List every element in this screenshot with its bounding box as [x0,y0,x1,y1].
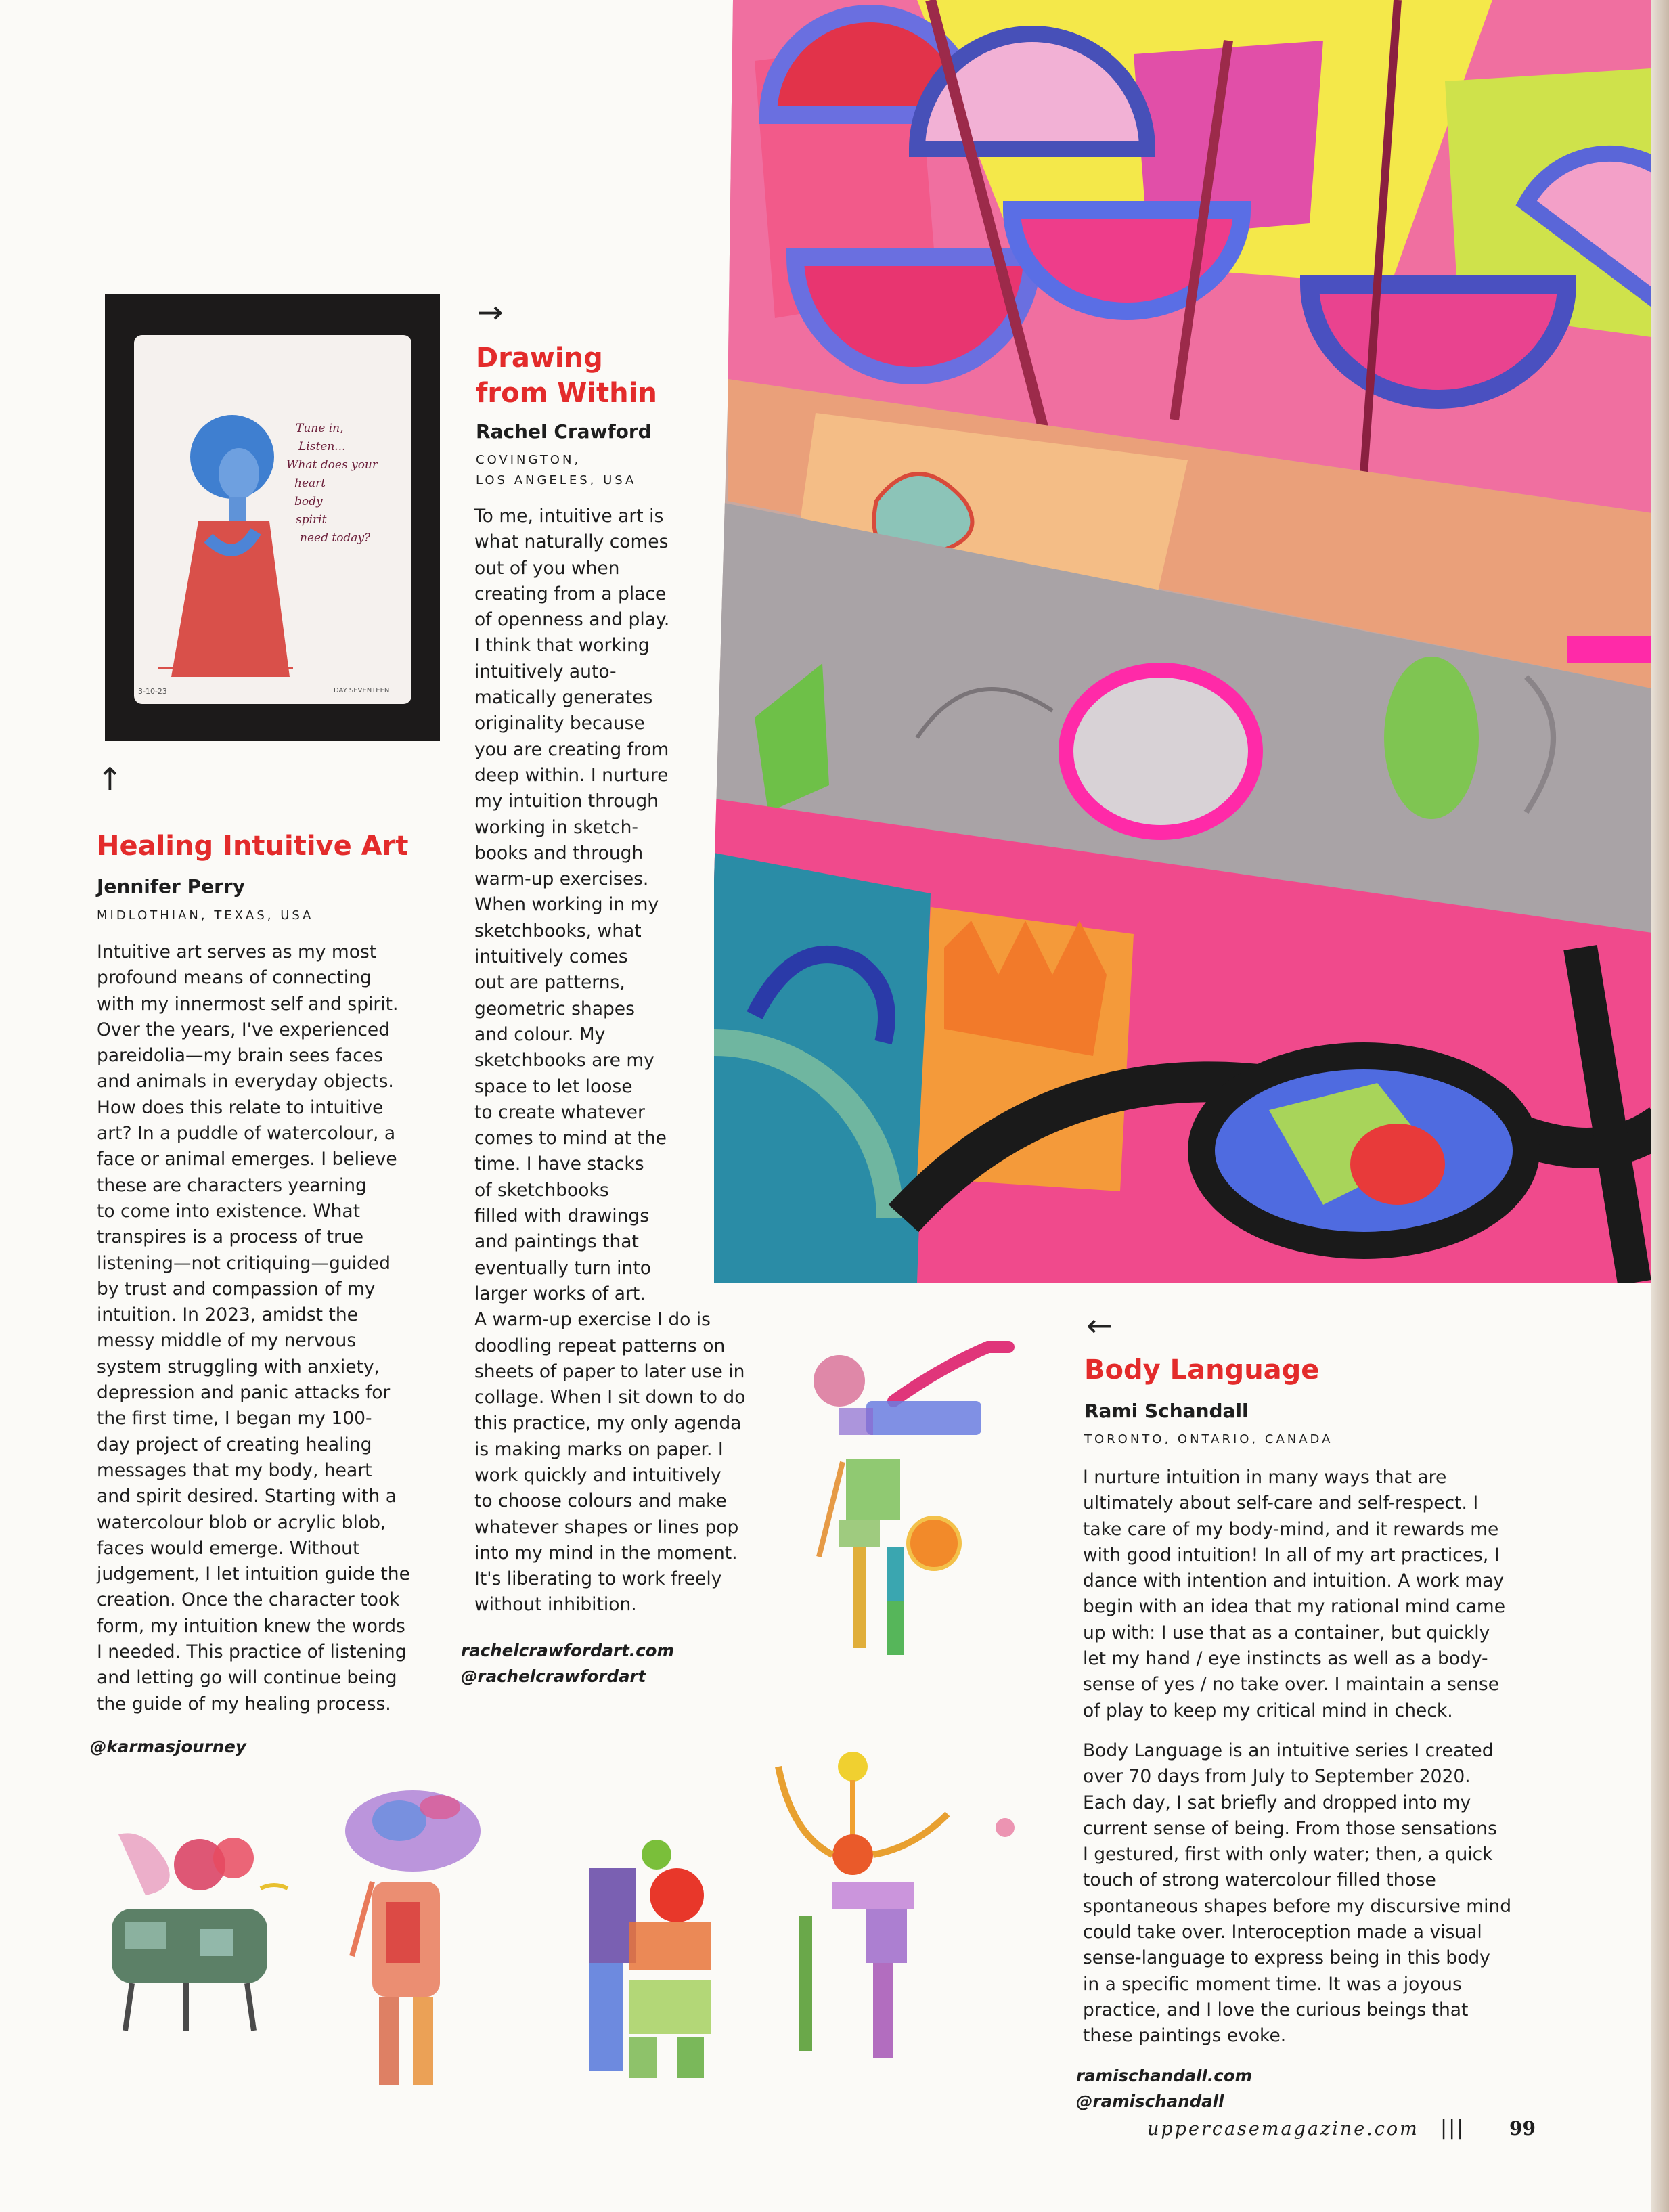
footer-site[interactable]: uppercasemagazine.com [1147,2119,1419,2140]
text-line: larger works of art. [474,1283,646,1304]
body-language-para2 [1083,1738,1557,2050]
healing-location: MIDLOTHIAN, TEXAS, USA [97,908,314,923]
drawing-website[interactable]: rachelcrawfordart.com [461,1641,674,1660]
body-language-handle[interactable]: @ramischandall [1076,2092,1224,2111]
drawing-body [474,504,799,1618]
card-line: body [294,495,323,508]
text-line: up with: I use that as a container, but quickly [1083,1622,1490,1643]
text-line: sense of yes / no take over. I maintain a sense [1083,1674,1500,1696]
text-line: messages that my body, heart [97,1459,372,1481]
text-line: creating from a place [474,583,667,604]
drawing-heading [476,340,657,411]
healing-heading: Healing Intuitive Art [97,831,409,862]
text-line: into my mind in the moment. [474,1542,738,1564]
card-date: 3-10-23 [138,687,167,696]
text-line: To me, intuitive art is [474,506,664,527]
text-line: sheets of paper to later use in [474,1361,745,1382]
text-line: these paintings evoke. [1083,2025,1287,2047]
drawing-location-line: COVINGTON, [476,453,581,467]
text-line: let my hand / eye instincts as well as a body- [1083,1648,1488,1670]
text-line: Intuitive art serves as my most [97,942,377,963]
text-line: work quickly and intuitively [474,1464,721,1486]
text-line: When working in my [474,894,659,916]
text-line: form, my intuition knew the words [97,1615,405,1637]
text-line: and animals in everyday objects. [97,1071,394,1092]
text-line: art? In a puddle of watercolour, a [97,1123,396,1145]
text-line: sense-language to express being in this body [1083,1947,1490,1969]
text-line: this practice, my only agenda [474,1413,742,1434]
text-line: Body Language is an intuitive series I created [1083,1740,1494,1761]
text-line: the first time, I began my 100- [97,1408,372,1430]
page-number: 99 [1509,2117,1536,2140]
text-line: I think that working [474,635,650,657]
drawing-heading-line: Drawing [476,342,603,374]
text-line: comes to mind at the [474,1128,667,1149]
text-line: by trust and compassion of my [97,1278,376,1300]
body-language-heading: Body Language [1084,1354,1320,1386]
left-arrow-icon: ← [1086,1307,1113,1344]
text-line: out of you when [474,557,620,579]
text-line: geometric shapes [474,998,635,1019]
healing-card-photo [105,294,440,741]
text-line: It's liberating to work freely [474,1568,722,1590]
text-line: with my innermost self and spirit. [97,993,399,1015]
card-line: Listen... [298,440,346,454]
text-line: with good intuition! In all of my art practices, I [1083,1544,1500,1566]
text-line: is making marks on paper. I [474,1438,724,1460]
text-line: intuition. In 2023, amidst the [97,1304,358,1326]
right-arrow-icon: → [477,294,504,330]
text-line: working in sketch- [474,816,638,838]
text-line: filled with drawings [474,1205,650,1227]
text-line: day project of creating healing [97,1434,372,1455]
card-line: heart [294,477,326,490]
text-line: sketchbooks are my [474,1050,654,1071]
text-line: practice, and I love the curious beings that [1083,1999,1469,2020]
text-line: to come into existence. What [97,1200,361,1222]
card-line: What does your [286,458,378,472]
card-line: need today? [300,531,371,545]
text-line: of play to keep my critical mind in check. [1083,1700,1453,1721]
footer-separator: ||| [1440,2116,1465,2140]
up-arrow-icon: ↑ [97,761,123,797]
text-line: I gestured, first with only water; then, a quick [1083,1844,1493,1865]
text-line: eventually turn into [474,1257,651,1279]
drawing-author: Rachel Crawford [476,420,652,443]
text-line: messy middle of my nervous [97,1330,357,1352]
text-line: depression and panic attacks for [97,1382,391,1404]
figure-blocks-painting [575,1834,738,2092]
healing-body [97,939,428,1717]
text-line: transpires is a process of true [97,1226,364,1248]
text-line: judgement, I let intuition guide the [97,1564,410,1585]
drawing-location-line: LOS ANGELES, USA [476,473,637,487]
text-line: these are characters yearning [97,1174,367,1196]
text-line: collage. When I sit down to do [474,1387,746,1409]
text-line: I nurture intuition in many ways that are [1083,1467,1447,1488]
text-line: begin with an idea that my rational mind came [1083,1596,1506,1618]
text-line: Each day, I sat briefly and dropped into my [1083,1792,1471,1813]
text-line: creation. Once the character took [97,1589,400,1611]
figure-cloud-painting [338,1780,501,2092]
card-line: spirit [296,513,327,527]
sketchbooks-photo [714,0,1662,1283]
text-line: faces would emerge. Without [97,1537,360,1559]
figure-table-painting [105,1794,294,2037]
text-line: intuitively comes [474,946,628,968]
text-line: the guide of my healing process. [97,1693,391,1715]
body-language-website[interactable]: ramischandall.com [1076,2066,1253,2085]
text-line: How does this relate to intuitive [97,1097,384,1118]
text-line: pareidolia—my brain sees faces [97,1045,383,1067]
text-line: touch of strong watercolour filled those [1083,1870,1436,1891]
text-line: I needed. This practice of listening [97,1641,407,1663]
text-line: warm-up exercises. [474,868,649,890]
text-line: my intuition through [474,791,659,812]
text-line: deep within. I nurture [474,764,669,786]
body-language-author: Rami Schandall [1084,1400,1249,1422]
text-line: dance with intention and intuition. A work may [1083,1570,1505,1592]
text-line: space to let loose [474,1076,633,1097]
text-line: whatever shapes or lines pop [474,1516,739,1538]
text-line: without inhibition. [474,1594,637,1616]
text-line: in a specific moment time. It was a joyous [1083,1973,1462,1995]
drawing-handle[interactable]: @rachelcrawfordart [461,1666,646,1686]
text-line: to choose colours and make [474,1490,727,1512]
text-line: profound means of connecting [97,967,372,989]
text-line: to create whatever [474,1101,645,1123]
figure-arms-up-painting [758,1746,1022,2092]
text-line: doodling repeat patterns on [474,1335,726,1356]
text-line: spontaneous shapes before my discursive mind [1083,1895,1512,1917]
text-line: listening—not critiquing—guided [97,1252,391,1274]
text-line: of sketchbooks [474,1179,609,1201]
figure-standing-painting [799,1333,1029,1679]
text-line: could take over. Interoception made a visual [1083,1922,1482,1943]
text-line: out are patterns, [474,972,625,994]
text-line: take care of my body-mind, and it rewards me [1083,1518,1499,1540]
text-line: face or animal emerges. I believe [97,1149,397,1170]
girl-figure-drawing [158,410,293,680]
text-line: what naturally comes [474,531,669,553]
text-line: matically generates [474,687,653,709]
healing-author: Jennifer Perry [97,875,245,898]
card-signature: DAY SEVENTEEN [334,687,390,694]
text-line: of openness and play. [474,609,670,631]
text-line: over 70 days from July to September 2020. [1083,1766,1471,1788]
text-line: sketchbooks, what [474,920,642,942]
text-line: originality because [474,713,645,734]
body-language-location: TORONTO, ONTARIO, CANADA [1084,1432,1333,1446]
text-line: you are creating from [474,738,669,760]
body-language-para1 [1083,1465,1557,1724]
text-line: ultimately about self-care and self-respect. I [1083,1492,1479,1514]
page-edge [1651,0,1669,2212]
text-line: and colour. My [474,1023,606,1045]
drawing-heading-line: from Within [476,378,657,409]
text-line: intuitively auto- [474,661,617,682]
text-line: and paintings that [474,1231,639,1253]
text-line: books and through [474,842,644,864]
text-line: time. I have stacks [474,1153,644,1175]
text-line: Over the years, I've experienced [97,1019,391,1040]
text-line: watercolour blob or acrylic blob, [97,1511,386,1533]
text-line: A warm-up exercise I do is [474,1309,711,1331]
text-line: current sense of being. From those sensations [1083,1817,1497,1839]
healing-handle[interactable]: @karmasjourney [90,1737,246,1756]
text-line: system struggling with anxiety, [97,1356,380,1377]
text-line: and spirit desired. Starting with a [97,1486,397,1507]
card-line: Tune in, [296,422,344,435]
text-line: and letting go will continue being [97,1667,397,1689]
drawing-location [476,450,636,491]
